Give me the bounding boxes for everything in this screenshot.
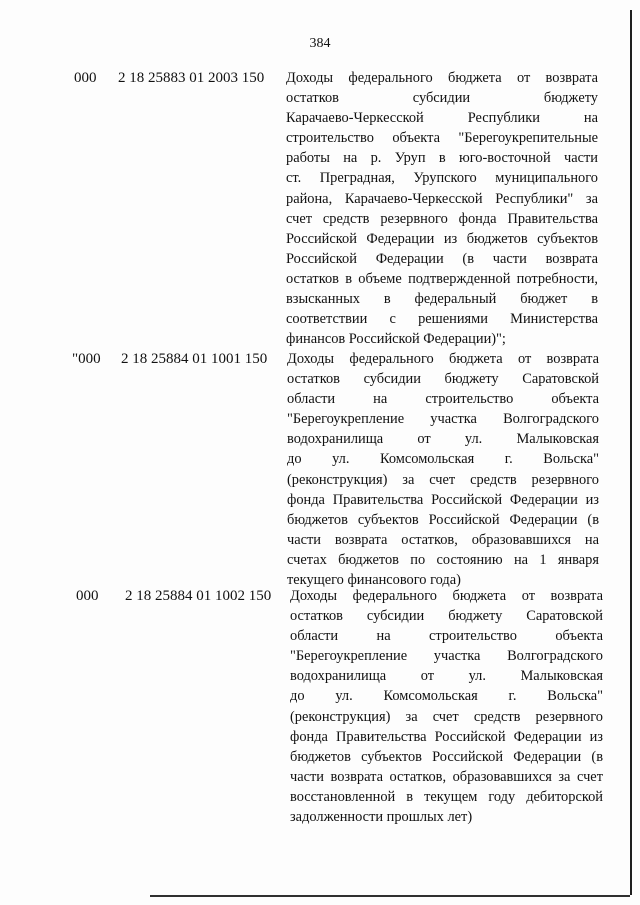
description-line: ст. Преградная, Урупского муниципального (286, 170, 598, 187)
classification-code: 2 18 25883 01 2003 150 (118, 70, 265, 86)
description-line: остатков субсидии бюджету (286, 90, 598, 107)
scan-edge-right (630, 10, 632, 895)
description-line: части возврата остатков, образовавшихся на (287, 531, 599, 548)
admin-code: 000 (76, 588, 99, 604)
description-line: Доходы федерального бюджета от возврата (290, 588, 603, 604)
description-line: финансов Российской Федерации)"; (286, 331, 506, 348)
description-line: до ул. Комсомольская г. Вольска" (290, 688, 603, 705)
description-line: Доходы федерального бюджета от возврата (287, 351, 599, 367)
description-line: бюджетов субъектов Российской Федерации (в (290, 748, 603, 765)
description-line: остатков субсидии бюджету Саратовской (287, 371, 599, 388)
description-line: остатков субсидии бюджету Саратовской (290, 608, 603, 625)
description-line: счетах бюджетов по состоянию на 1 января (287, 551, 599, 568)
description-line: взысканных в федеральный бюджет в (286, 291, 598, 308)
description-line: водохранилища от ул. Малыковская (287, 431, 599, 448)
description-line: района, Карачаево-Черкесской Республики" за (286, 190, 598, 207)
description-line: бюджетов субъектов Российской Федерации (в (287, 511, 599, 528)
description-line: (реконструкция) за счет средств резервного (287, 471, 599, 488)
description-line: области на строительство объекта (290, 628, 603, 645)
description-line: Российской Федерации (в части возврата (286, 250, 598, 267)
description-line: Карачаево-Черкесской Республики на (286, 110, 598, 127)
description-line: работы на р. Уруп в юго-восточной части (286, 150, 598, 167)
description-line: "Берегоукрепление участка Волгоградского (290, 648, 603, 665)
description-line: "Берегоукрепление участка Волгоградского (287, 411, 599, 428)
admin-code: "000 (72, 351, 101, 367)
description-line: Российской Федерации из бюджетов субъектов (286, 230, 598, 247)
description-line: (реконструкция) за счет средств резервного (290, 708, 603, 725)
description-line: строительство объекта "Берегоукрепительные (286, 130, 598, 147)
page-number: 384 (309, 36, 331, 51)
entry-description (287, 349, 599, 590)
description-line: до ул. Комсомольская г. Вольска" (287, 451, 599, 468)
description-line: восстановленной в текущем году дебиторской (290, 788, 603, 805)
classification-code: 2 18 25884 01 1002 150 (125, 588, 272, 604)
description-line: Доходы федерального бюджета от возврата (286, 70, 598, 86)
scan-edge-bottom (150, 895, 630, 897)
description-line: задолженности прошлых лет) (290, 809, 473, 826)
admin-code: 000 (74, 70, 97, 86)
description-line: остатков в объеме подтвержденной потребности, (286, 270, 598, 287)
description-line: фонда Правительства Российской Федерации из (290, 728, 603, 745)
description-line: части возврата остатков, образовавшихся за счет (290, 768, 603, 785)
description-line: счет средств резервного фонда Правительства (286, 210, 598, 227)
description-line: фонда Правительства Российской Федерации из (287, 491, 599, 508)
entry-description (286, 68, 598, 349)
description-line: текущего финансового года) (287, 572, 461, 589)
description-line: водохранилища от ул. Малыковская (290, 668, 603, 685)
description-line: области на строительство объекта (287, 391, 599, 408)
description-line: соответствии с решениями Министерства (286, 311, 598, 328)
entry-description (290, 586, 603, 827)
classification-code: 2 18 25884 01 1001 150 (121, 351, 268, 367)
